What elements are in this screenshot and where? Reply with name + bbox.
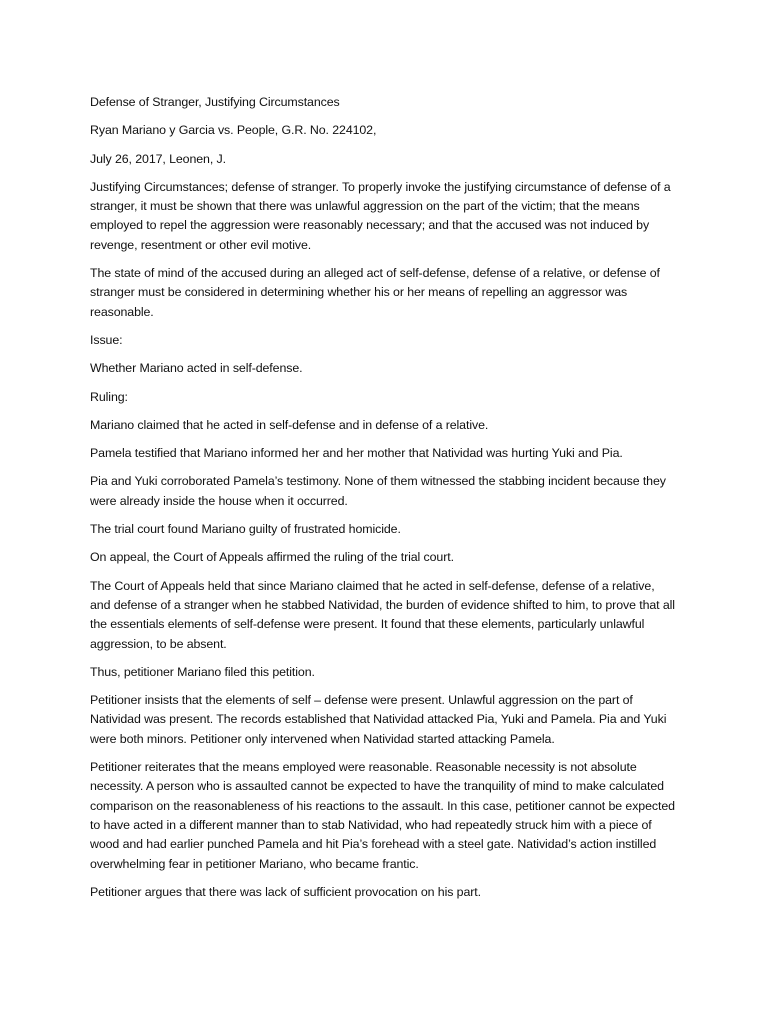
paragraph-unlawful-aggression: Petitioner insists that the elements of self – defense were present. Unlawful aggression on the part of Natividad was present. The records established that Natividad attacked Pia, Yuki and Pamela. Pia and Yuki were both minors. Petitioner only intervened when Natividad started attacking Pamela. xyxy=(90,693,667,746)
heading-case-title: Ryan Mariano y Garcia vs. People, G.R. No. 224102, xyxy=(90,123,377,138)
paragraph-trial-court: The trial court found Mariano guilty of frustrated homicide. xyxy=(90,522,401,537)
paragraph-claim: Mariano claimed that he acted in self-defense and in defense of a relative. xyxy=(90,417,489,432)
document-body xyxy=(90,93,675,911)
heading-date-ponente: July 26, 2017, Leonen, J. xyxy=(90,151,226,166)
paragraph-appeal: On appeal, the Court of Appeals affirmed the ruling of the trial court. xyxy=(90,550,454,565)
paragraph-pamela-testimony: Pamela testified that Mariano informed her and her mother that Natividad was hurting Yuki and Pia. xyxy=(90,446,623,461)
paragraph-reasonable-means: Petitioner reiterates that the means employed were reasonable. Reasonable necessity is not absolute necessity. A person who is assaulted cannot be expected to have the tranquility of mind to make calculated comparison on the reasonableness of his reactions to the assault. In this case, petitioner cannot be expected to have acted in a different manner than to stab Natividad, who had repeatedly struck him with a piece of wood and had earlier punched Pamela and hit Pia’s forehead with a steel gate. Natividad’s action instilled overwhelming fear in petitioner Mariano, who became frantic. xyxy=(90,760,675,871)
paragraph-corroboration: Pia and Yuki corroborated Pamela’s testimony. None of them witnessed the stabbing incident because they were already inside the house when it occurred. xyxy=(90,474,666,508)
heading-topic: Defense of Stranger, Justifying Circumstances xyxy=(90,95,340,109)
paragraph-provocation: Petitioner argues that there was lack of sufficient provocation on his part. xyxy=(90,884,481,899)
label-issue: Issue: xyxy=(90,332,123,347)
label-ruling: Ruling: xyxy=(90,389,128,404)
paragraph-doctrine: Justifying Circumstances; defense of stranger. To properly invoke the justifying circumstance of defense of a stranger, it must be shown that there was unlawful aggression on the part of the victim; that the means employed to repel the aggression were reasonably necessary; and that the accused was not induced by revenge, resentment or other evil motive. xyxy=(90,179,671,252)
paragraph-state-of-mind: The state of mind of the accused during an alleged act of self-defense, defense of a relative, or defense of stranger must be considered in determining whether his or her means of repelling an aggressor was reasonable. xyxy=(90,266,660,319)
paragraph-issue: Whether Mariano acted in self-defense. xyxy=(90,361,303,376)
paragraph-ca-held: The Court of Appeals held that since Mariano claimed that he acted in self-defense, defense of a relative, and defense of a stranger when he stabbed Natividad, the burden of evidence shifted to him, to prove that all the essentials elements of self-defense were present. It found that these elements, particularly unlawful aggression, to be absent. xyxy=(90,578,675,651)
paragraph-petition-filed: Thus, petitioner Mariano filed this petition. xyxy=(90,664,315,679)
